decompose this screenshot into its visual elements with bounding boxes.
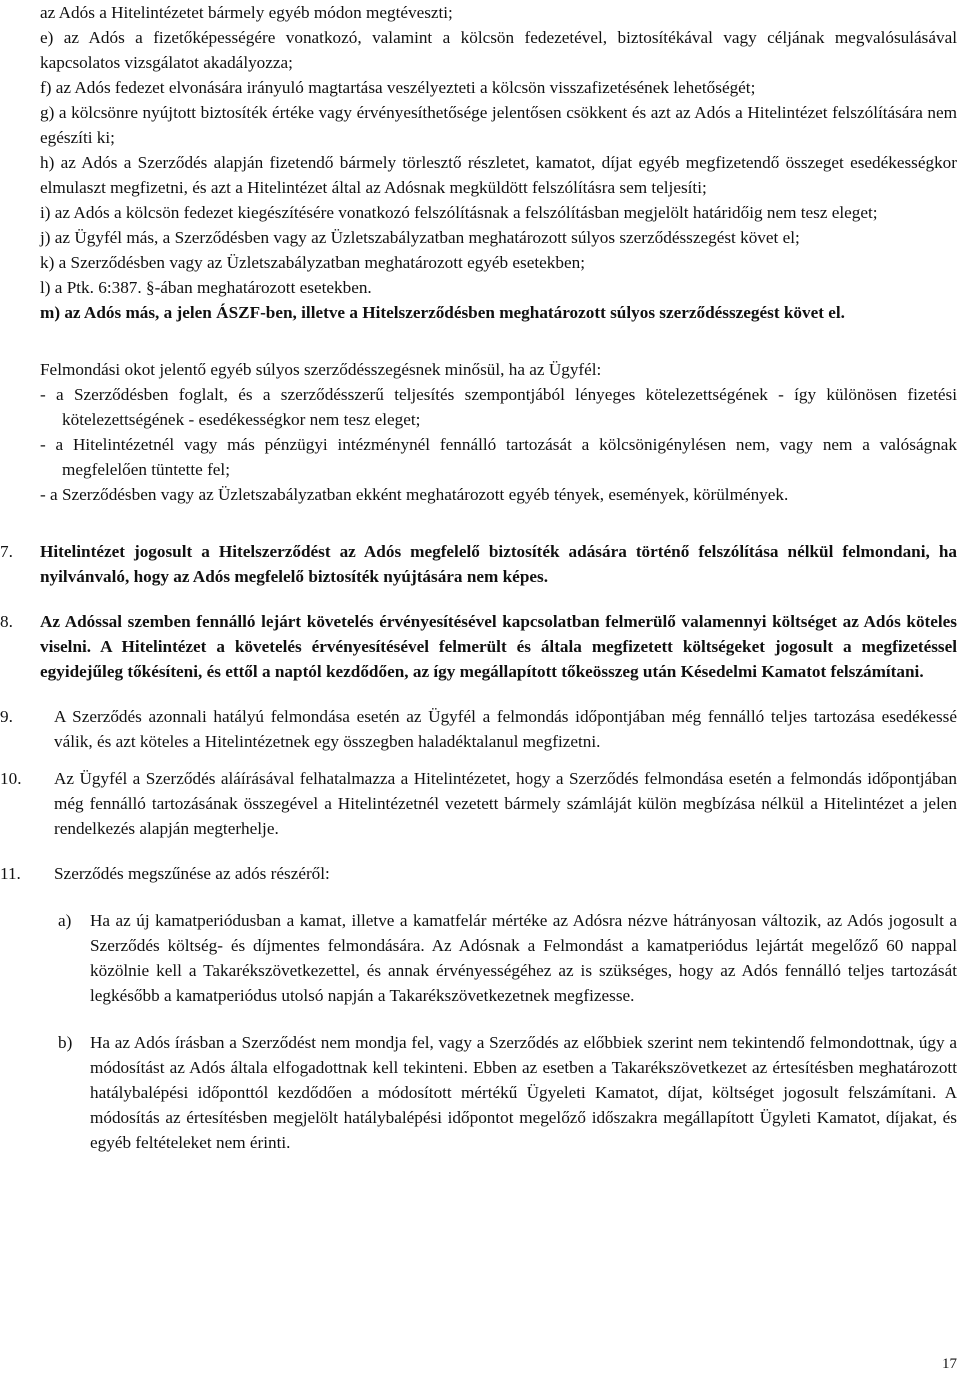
list-item: k) a Szerződésben vagy az Üzletszabályzatban meghatározott egyéb esetekben; [40,253,585,272]
sub-item-label: a) [58,911,72,930]
list-item: f) az Adós fedezet elvonására irányuló magtartása veszélyezteti a kölcsön visszafizetésének lehetőségét; [40,78,756,97]
section-11 [0,861,957,886]
top-items [40,0,957,325]
section-text: Az Adóssal szemben fennálló lejárt követelés érvényesítésével kapcsolatban felmerülő valamennyi költséget az Adós köteles viselni. A Hitelintézet a követelés érvényesítésével felmerült és általa megfizetett költségeket jogosult a megfizetéssel egyidejűleg tőkésíteni, és ettől a naptól kezdődően, az így megállapított tőkeösszeg után Késedelmi Kamatot felszámítani. [40,612,957,681]
sub-item-b [40,1030,957,1155]
section-number: 8. [0,612,13,631]
list-item: - a Hitelintézetnél vagy más pénzügyi intézménynél fennálló tartozását a kölcsönigénylésen nem, vagy nem a valóságnak megfelelően tüntette fel; [40,435,957,479]
section-10 [0,766,957,841]
sub-item-text: Ha az Adós írásban a Szerződést nem mondja fel, vagy a Szerződés az előbbiek szerint nem tekintendő felmondottnak, úgy a módosítást az Adós általa elfogadottnak kell tekinteni. Ebben az esetben a Takarékszövetkezet az értesítésben meghatározott hatálybalépési időponttól kezdődően a módosított mértékű Ügyeleti Kamatot, díjat, költséget jogosult felszámítani. A módosítás az értesítésben megjelölt hatálybalépési időpontot megelőző időszakra megállapított Ügyleti Kamatot, díjakat, és egyéb feltételeket nem érinti. [90,1033,957,1152]
section-9 [0,704,957,754]
list-item: i) az Adós a kölcsön fedezet kiegészítésére vonatkozó felszólításnak a felszólításban megjelölt határidőig nem tesz eleget; [40,203,878,222]
list-item: - a Szerződésben vagy az Üzletszabályzatban ekként meghatározott egyéb tények, események, körülmények. [40,485,789,504]
list-item: az Adós a Hitelintézetet bármely egyéb módon megtéveszti; [40,3,453,22]
section-text: Hitelintézet jogosult a Hitelszerződést az Adós megfelelő biztosíték adására történő felszólítása nélkül felmondani, ha nyilvánvaló, hogy az Adós megfelelő biztosíték nyújtására nem képes. [40,542,957,586]
grave-intro: Felmondási okot jelentő egyéb súlyos szerződésszegésnek minősül, ha az Ügyfél: [40,360,602,379]
list-item-bold: m) az Adós más, a jelen ÁSZF-ben, illetve a Hitelszerződésben meghatározott súlyos szerződésszegést követ el. [40,303,845,322]
section-7 [0,539,957,589]
section-8 [0,609,957,684]
section-number: 7. [0,542,13,561]
page-number: 17 [942,1356,957,1372]
list-item: h) az Adós a Szerződés alapján fizetendő bármely törlesztő részletet, kamatot, díjat egyéb megfizetendő összeget esedékességkor elmulaszt megfizetni, és azt a Hitelintézet által az Adósnak megküldött felszólításra sem teljesíti; [40,153,957,197]
section-number: 9. [0,707,13,726]
section-text: Az Ügyfél a Szerződés aláírásával felhatalmazza a Hitelintézetet, hogy a Szerződés felmondása esetén a felmondás időpontjában még fennálló tartozásának összegével a Hitelintézetnél vezetett bármely számláját külön megbízása nélkül a Hitelintézet a jelen rendelkezés alapján megterhelje. [54,769,957,838]
section-number: 10. [0,769,22,788]
section-text: A Szerződés azonnali hatályú felmondása esetén az Ügyfél a felmondás időpontjában még fennálló teljes tartozása esedékessé válik, és azt köteles a Hitelintézetnek egy összegben haladéktalanul megfizetni. [54,707,957,751]
section-number: 11. [0,864,21,883]
list-item: l) a Ptk. 6:387. §-ában meghatározott esetekben. [40,278,372,297]
sub-item-text: Ha az új kamatperiódusban a kamat, illetve a kamatfelár mértéke az Adósra nézve hátrányosan változik, az Adós jogosult a Szerződés költség- és díjmentes felmondására. Az Adósnak a Felmondást a kamatperiódus lejártát megelőző 60 nappal közölnie kell a Takarékszövetkezettel, és annak érvényességéhez az is szükséges, hogy az Adós fennálló teljes tartozását legkésőbb a kamatperiódus utolsó napján a Takarékszövetkezetnek megfizesse. [90,911,957,1005]
sub-item-a [40,908,957,1008]
sub-item-label: b) [58,1033,73,1052]
section-text: Szerződés megszűnése az adós részéről: [54,864,330,883]
list-item: - a Szerződésben foglalt, és a szerződésszerű teljesítés szempontjából lényeges kötelezettségének - így különösen fizetési kötelezettségének - esedékességkor nem tesz eleget; [40,385,957,429]
list-item: j) az Ügyfél más, a Szerződésben vagy az Üzletszabályzatban meghatározott súlyos szerződésszegést követ el; [40,228,800,247]
grave-breach-block [40,357,957,507]
list-item: e) az Adós a fizetőképességére vonatkozó, valamint a kölcsön fedezetével, biztosítékával vagy céljának megvalósulásával kapcsolatos vizsgálatot akadályozza; [40,28,957,72]
list-item: g) a kölcsönre nyújtott biztosíték értéke vagy érvényesíthetősége jelentősen csökkent és azt az Adós a Hitelintézet felszólítására nem egészíti ki; [40,103,957,147]
